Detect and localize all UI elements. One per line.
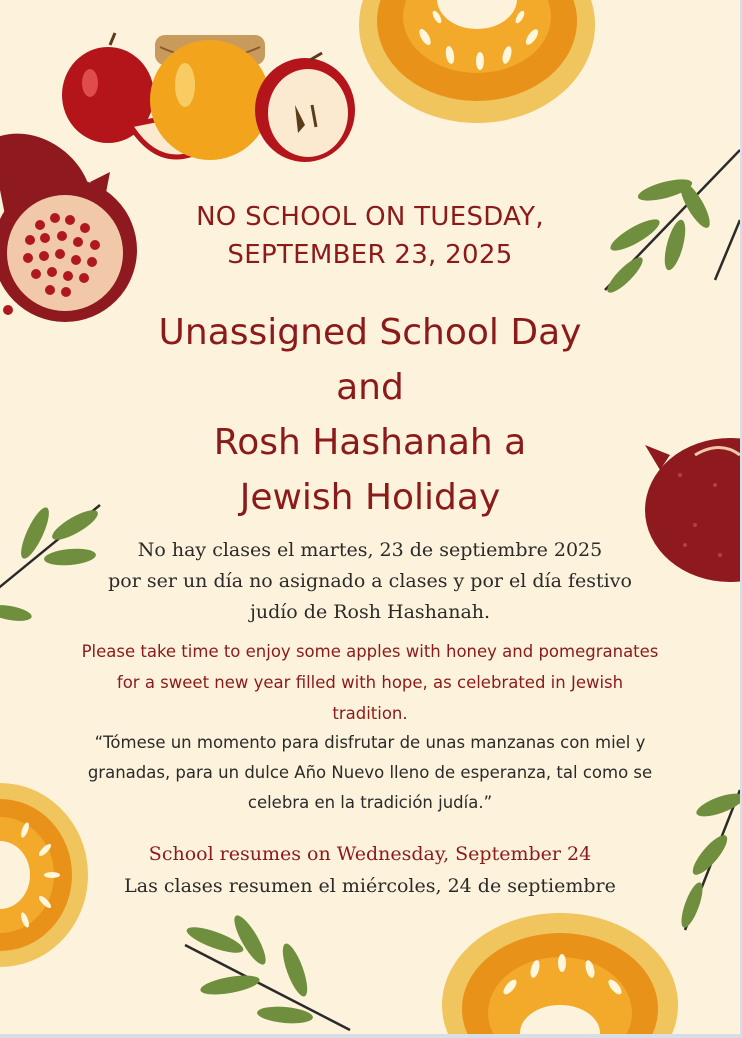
leaf-branch-bottom-icon [175, 915, 360, 1035]
title-line: Unassigned School Day [158, 312, 582, 353]
english-message-line: Please take time to enjoy some apples with honey and pomegranates [81, 642, 659, 661]
date-line: NO SCHOOL ON TUESDAY, [196, 202, 544, 232]
orange-slice-bottom-right-icon [440, 905, 680, 1038]
english-message [0, 636, 740, 729]
spanish-message-line: celebra en la tradición judía.” [247, 793, 493, 812]
spanish-line: judío de Rosh Hashanah. [249, 601, 491, 623]
no-school-date-heading [0, 198, 740, 274]
spanish-message [0, 728, 740, 818]
title-line: Jewish Holiday [239, 477, 501, 518]
resume-english: School resumes on Wednesday, September 24 [148, 843, 592, 865]
spanish-message-line: “Tómese un momento para disfrutar de unas manzanas con miel y [94, 733, 646, 752]
spanish-line: No hay clases el martes, 23 de septiembre 2025 [137, 539, 603, 561]
orange-slice-icon [355, 0, 600, 130]
spanish-line: por ser un día no asignado a clases y por el día festivo [108, 570, 632, 592]
english-message-line: for a sweet new year filled with hope, as celebrated in Jewish [116, 673, 624, 692]
spanish-message-line: granadas, para un dulce Año Nuevo lleno de esperanza, tal como se [87, 763, 653, 782]
english-message-line: tradition. [332, 704, 408, 723]
holiday-title [0, 305, 740, 525]
spanish-notice [0, 535, 740, 628]
resume-spanish: Las clases resumen el miércoles, 24 de septiembre [124, 875, 616, 897]
apples-honey-icon [60, 15, 360, 180]
title-line: and [336, 367, 404, 408]
title-line: Rosh Hashanah a [213, 422, 527, 463]
date-line: SEPTEMBER 23, 2025 [227, 240, 513, 270]
